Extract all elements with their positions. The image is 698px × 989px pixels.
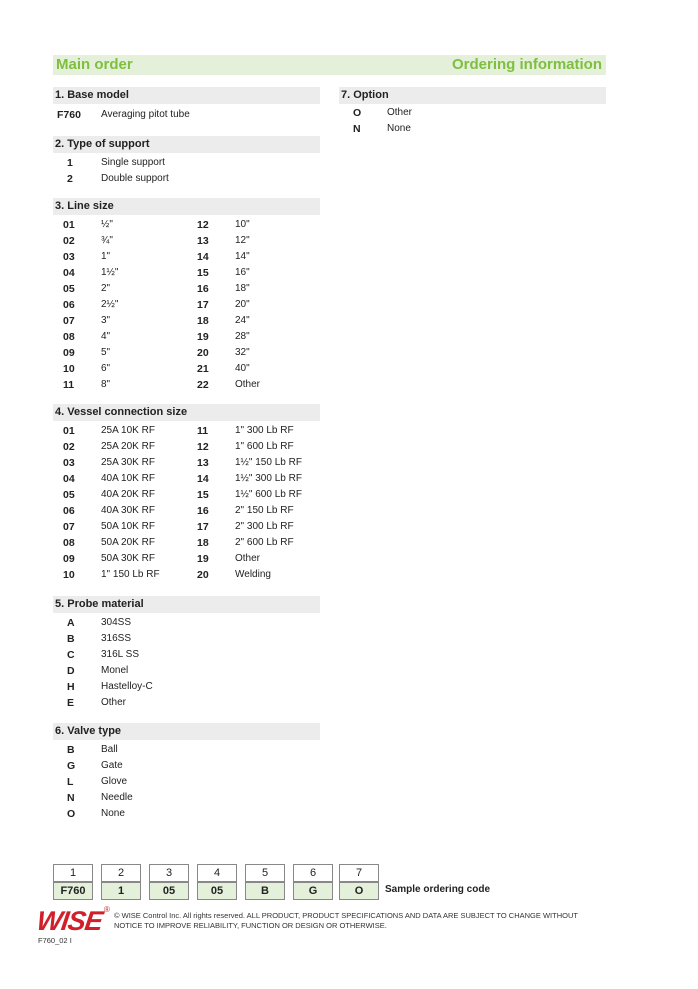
sample-code-position: 6 xyxy=(293,864,333,882)
item-code: 10 xyxy=(63,363,75,375)
item-desc: 1" xyxy=(101,251,111,262)
item-code: 01 xyxy=(63,425,75,437)
item-desc: 316L SS xyxy=(101,649,139,660)
item-desc: 1½" xyxy=(101,267,119,278)
item-desc: Double support xyxy=(101,173,169,184)
item-desc: ½" xyxy=(101,219,113,230)
item-code: 16 xyxy=(197,283,209,295)
item-desc: 50A 30K RF xyxy=(101,553,155,564)
item-desc: Gate xyxy=(101,760,123,771)
item-desc: ¾" xyxy=(101,235,113,246)
item-code: 17 xyxy=(197,299,209,311)
item-code: 08 xyxy=(63,331,75,343)
item-code: 14 xyxy=(197,251,209,263)
item-code: 20 xyxy=(197,347,209,359)
item-code: E xyxy=(67,697,75,709)
item-code: 18 xyxy=(197,315,209,327)
item-code: O xyxy=(353,107,362,119)
sample-code-value: 1 xyxy=(101,882,141,900)
item-desc: 5" xyxy=(101,347,111,358)
item-code: 02 xyxy=(63,235,75,247)
item-code: C xyxy=(67,649,75,661)
item-desc: 4" xyxy=(101,331,111,342)
item-code: N xyxy=(67,792,75,804)
sample-code-position: 3 xyxy=(149,864,189,882)
item-desc: 50A 20K RF xyxy=(101,537,155,548)
item-desc: 316SS xyxy=(101,633,132,644)
item-code: 18 xyxy=(197,537,209,549)
item-code: 14 xyxy=(197,473,209,485)
item-code: 22 xyxy=(197,379,209,391)
section-title-type-of-support: 2. Type of support xyxy=(53,136,320,153)
item-code: 2 xyxy=(67,173,73,185)
item-desc: 1½" 300 Lb RF xyxy=(235,473,302,484)
item-desc: 1" 600 Lb RF xyxy=(235,441,294,452)
item-desc: 1½" 600 Lb RF xyxy=(235,489,302,500)
item-desc: 25A 30K RF xyxy=(101,457,155,468)
item-code: 19 xyxy=(197,331,209,343)
item-code: 03 xyxy=(63,457,75,469)
item-desc: Ball xyxy=(101,744,118,755)
registered-mark: ® xyxy=(104,905,110,914)
sample-code-value: 05 xyxy=(197,882,237,900)
item-desc: 28" xyxy=(235,331,250,342)
item-desc: None xyxy=(101,808,125,819)
item-desc: Welding xyxy=(235,569,271,580)
item-code: A xyxy=(67,617,75,629)
item-code: 17 xyxy=(197,521,209,533)
sample-code-position: 7 xyxy=(339,864,379,882)
sample-code-value: F760 xyxy=(53,882,93,900)
header-ordering-information: Ordering information xyxy=(452,56,602,73)
section-title-probe-material: 5. Probe material xyxy=(53,596,320,613)
item-code: 10 xyxy=(63,569,75,581)
item-code: 15 xyxy=(197,489,209,501)
item-desc: Glove xyxy=(101,776,128,787)
item-desc: 18" xyxy=(235,283,250,294)
item-code: 05 xyxy=(63,489,75,501)
item-desc: None xyxy=(387,123,411,134)
item-code: O xyxy=(67,808,76,820)
item-code: L xyxy=(67,776,74,788)
sample-code-value: B xyxy=(245,882,285,900)
item-code: 02 xyxy=(63,441,75,453)
wise-logo: WISE xyxy=(34,906,105,936)
item-desc: 3" xyxy=(101,315,111,326)
item-code: 03 xyxy=(63,251,75,263)
item-code: H xyxy=(67,681,75,693)
sample-code-position: 5 xyxy=(245,864,285,882)
item-code: 04 xyxy=(63,473,75,485)
item-desc: 1½" 150 Lb RF xyxy=(235,457,302,468)
item-desc: 2" xyxy=(101,283,111,294)
item-code: 19 xyxy=(197,553,209,565)
item-desc: 25A 20K RF xyxy=(101,441,155,452)
item-code: G xyxy=(67,760,76,772)
item-code: 15 xyxy=(197,267,209,279)
item-desc: 50A 10K RF xyxy=(101,521,155,532)
item-desc: 40A 20K RF xyxy=(101,489,155,500)
item-desc: 1" 150 Lb RF xyxy=(101,569,160,580)
item-code: 07 xyxy=(63,315,75,327)
item-desc: 6" xyxy=(101,363,111,374)
section-title-valve-type: 6. Valve type xyxy=(53,723,320,740)
item-code: 12 xyxy=(197,219,209,231)
item-desc: 2" 150 Lb RF xyxy=(235,505,294,516)
item-code: B xyxy=(67,633,75,645)
item-code: 1 xyxy=(67,157,73,169)
item-desc: 14" xyxy=(235,251,250,262)
sample-ordering-code-label: Sample ordering code xyxy=(385,884,491,895)
item-desc: 40A 30K RF xyxy=(101,505,155,516)
item-code: 06 xyxy=(63,505,75,517)
item-desc: 8" xyxy=(101,379,111,390)
item-desc: 32" xyxy=(235,347,250,358)
section-title-option: 7. Option xyxy=(339,87,606,104)
item-desc: 24" xyxy=(235,315,250,326)
item-code: 08 xyxy=(63,537,75,549)
item-code: 13 xyxy=(197,457,209,469)
copyright-notice: © WISE Control Inc. All rights reserved. ALL PRODUCT, PRODUCT SPECIFICATIONS AND DATA ARE SUBJECT TO CHANGE WITHOUT NOTICE TO IMPROVE RELIABILITY, FUNCTION OR DESIGN OR OTHERWISE. xyxy=(114,911,578,930)
item-desc: Other xyxy=(235,379,261,390)
item-desc: Averaging pitot tube xyxy=(101,109,190,120)
item-code: 20 xyxy=(197,569,209,581)
item-code: 09 xyxy=(63,553,75,565)
item-code: 11 xyxy=(197,425,209,437)
header-bar xyxy=(53,55,606,75)
item-code: 07 xyxy=(63,521,75,533)
item-desc: 12" xyxy=(235,235,250,246)
item-desc: Other xyxy=(101,697,127,708)
item-desc: 40" xyxy=(235,363,250,374)
item-desc: 40A 10K RF xyxy=(101,473,155,484)
item-desc: 2½" xyxy=(101,299,119,310)
item-code: D xyxy=(67,665,75,677)
header-main-order: Main order xyxy=(56,56,133,73)
item-code: 21 xyxy=(197,363,209,375)
item-desc: 2" 300 Lb RF xyxy=(235,521,294,532)
item-code: N xyxy=(353,123,361,135)
item-desc: 20" xyxy=(235,299,250,310)
item-code: 12 xyxy=(197,441,209,453)
sample-code-position: 4 xyxy=(197,864,237,882)
item-desc: Other xyxy=(387,107,413,118)
item-desc: 10" xyxy=(235,219,250,230)
section-title-base-model: 1. Base model xyxy=(53,87,320,104)
item-code: 13 xyxy=(197,235,209,247)
item-code: 06 xyxy=(63,299,75,311)
item-desc: 1" 300 Lb RF xyxy=(235,425,294,436)
item-desc: 304SS xyxy=(101,617,132,628)
item-code: F760 xyxy=(57,109,81,121)
sample-code-value: O xyxy=(339,882,379,900)
sample-code-value: G xyxy=(293,882,333,900)
item-code: 16 xyxy=(197,505,209,517)
item-code: B xyxy=(67,744,75,756)
item-code: 05 xyxy=(63,283,75,295)
page-code: F760_02 I xyxy=(38,936,72,945)
item-desc: 2" 600 Lb RF xyxy=(235,537,294,548)
section-title-line-size: 3. Line size xyxy=(53,198,320,215)
item-desc: 25A 10K RF xyxy=(101,425,155,436)
item-desc: Needle xyxy=(101,792,133,803)
sample-code-position: 2 xyxy=(101,864,141,882)
section-title-vessel-connection-size: 4. Vessel connection size xyxy=(53,404,320,421)
item-desc: Single support xyxy=(101,157,165,168)
item-desc: Other xyxy=(235,553,261,564)
item-code: 11 xyxy=(63,379,75,391)
sample-code-position: 1 xyxy=(53,864,93,882)
item-desc: 16" xyxy=(235,267,250,278)
sample-code-value: 05 xyxy=(149,882,189,900)
item-desc: Hastelloy-C xyxy=(101,681,153,692)
item-code: 09 xyxy=(63,347,75,359)
item-desc: Monel xyxy=(101,665,129,676)
item-code: 01 xyxy=(63,219,75,231)
item-code: 04 xyxy=(63,267,75,279)
